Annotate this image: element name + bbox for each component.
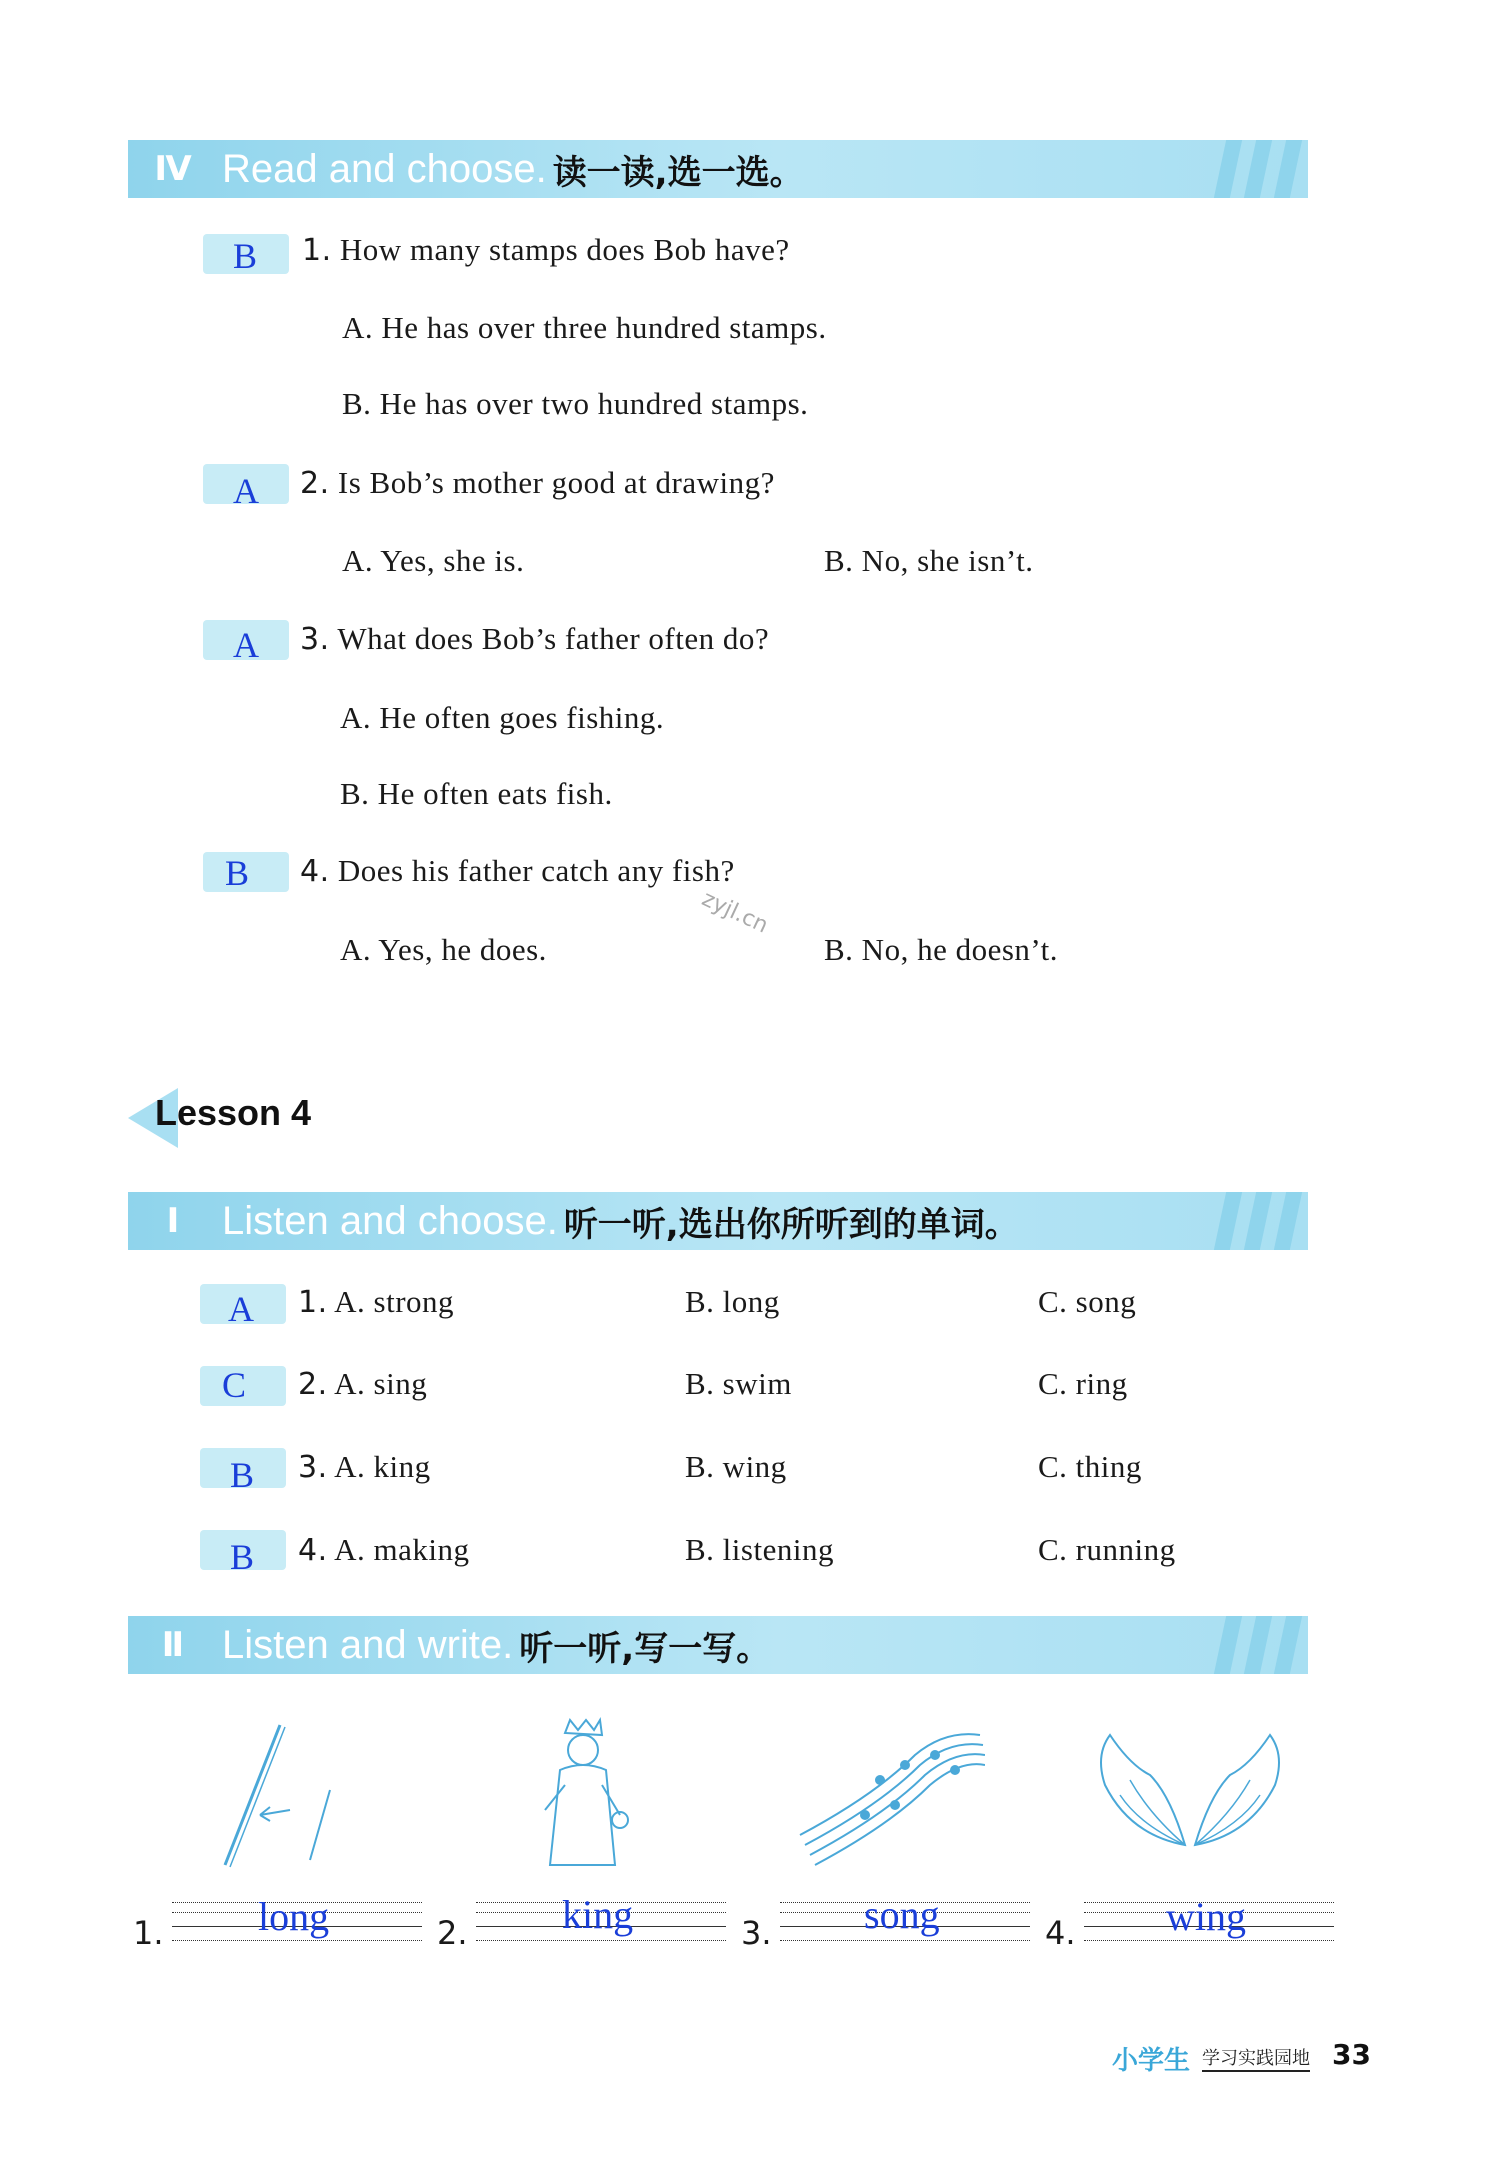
option-a: A. He has over three hundred stamps. (342, 310, 827, 345)
option-a: A. Yes, he does. (340, 932, 547, 967)
music-notes-icon (795, 1725, 985, 1875)
question-text: 4. Does his father catch any fish? (300, 853, 735, 889)
section-1-header (128, 1192, 1308, 1250)
option-b: B. No, he doesn’t. (824, 932, 1059, 967)
item-number: 3. (741, 1914, 772, 1952)
section-2-header (128, 1616, 1308, 1674)
section-title-zh: 听一听,选出你所听到的单词。 (563, 1204, 1019, 1245)
word-option-c: C. song (1038, 1284, 1137, 1319)
word-option-c: C. thing (1038, 1449, 1142, 1484)
question-text: 2. Is Bob’s mother good at drawing? (300, 465, 775, 501)
answer-value: B (233, 236, 258, 276)
page-number: 33 (1332, 2038, 1371, 2071)
answer-value: B (225, 853, 250, 893)
answer-value: A (228, 1289, 254, 1329)
written-answer: song (864, 1892, 940, 1937)
watermark: zyjl.cn (697, 886, 772, 939)
written-answer: king (562, 1892, 634, 1937)
decorative-stripes (1210, 1616, 1310, 1674)
word-option-b: B. swim (685, 1366, 792, 1401)
section-number: Ⅰ (166, 1201, 180, 1241)
footer-subtitle: 学习实践园地 (1202, 2044, 1310, 2072)
option-b: B. No, she isn’t. (824, 543, 1034, 578)
section-number: Ⅱ (161, 1625, 185, 1665)
long-stick-icon (200, 1715, 350, 1875)
word-option-a: 4. A. making (298, 1532, 470, 1568)
section-title-en: Listen and write. (222, 1622, 514, 1667)
lesson-title: Lesson 4 (155, 1092, 312, 1133)
king-figure-icon (520, 1715, 640, 1880)
decorative-stripes (1210, 140, 1310, 198)
answer-value: A (233, 625, 259, 665)
section-number: Ⅳ (154, 149, 192, 189)
word-option-a: 1. A. strong (298, 1284, 455, 1320)
word-option-c: C. ring (1038, 1366, 1128, 1401)
option-a: A. Yes, she is. (342, 543, 525, 578)
written-answer: long (258, 1894, 330, 1939)
footer-brand: 小学生 (1112, 2046, 1191, 2076)
word-option-b: B. listening (685, 1532, 834, 1567)
answer-value: C (222, 1365, 247, 1405)
word-option-c: C. running (1038, 1532, 1176, 1567)
item-number: 4. (1045, 1914, 1076, 1952)
word-option-a: 3. A. king (298, 1449, 431, 1485)
question-text: 1. How many stamps does Bob have? (302, 232, 790, 268)
section-4-header (128, 140, 1308, 198)
section-title-en: Listen and choose. (222, 1198, 558, 1243)
answer-value: A (233, 471, 259, 511)
word-option-a: 2. A. sing (298, 1366, 428, 1402)
word-option-b: B. wing (685, 1449, 787, 1484)
decorative-stripes (1210, 1192, 1310, 1250)
section-title-zh: 听一听,写一写。 (519, 1628, 771, 1669)
question-text: 3. What does Bob’s father often do? (300, 621, 770, 657)
option-b: B. He often eats fish. (340, 776, 613, 811)
section-title-en: Read and choose. (222, 146, 547, 191)
item-number: 1. (133, 1914, 164, 1952)
section-title-zh: 读一读,选一选。 (552, 152, 804, 193)
written-answer: wing (1166, 1894, 1246, 1939)
answer-value: B (230, 1455, 255, 1495)
answer-value: B (230, 1537, 255, 1577)
item-number: 2. (437, 1914, 468, 1952)
option-a: A. He often goes fishing. (340, 700, 665, 735)
option-b: B. He has over two hundred stamps. (342, 386, 809, 421)
word-option-b: B. long (685, 1284, 780, 1319)
wings-icon (1090, 1725, 1290, 1865)
